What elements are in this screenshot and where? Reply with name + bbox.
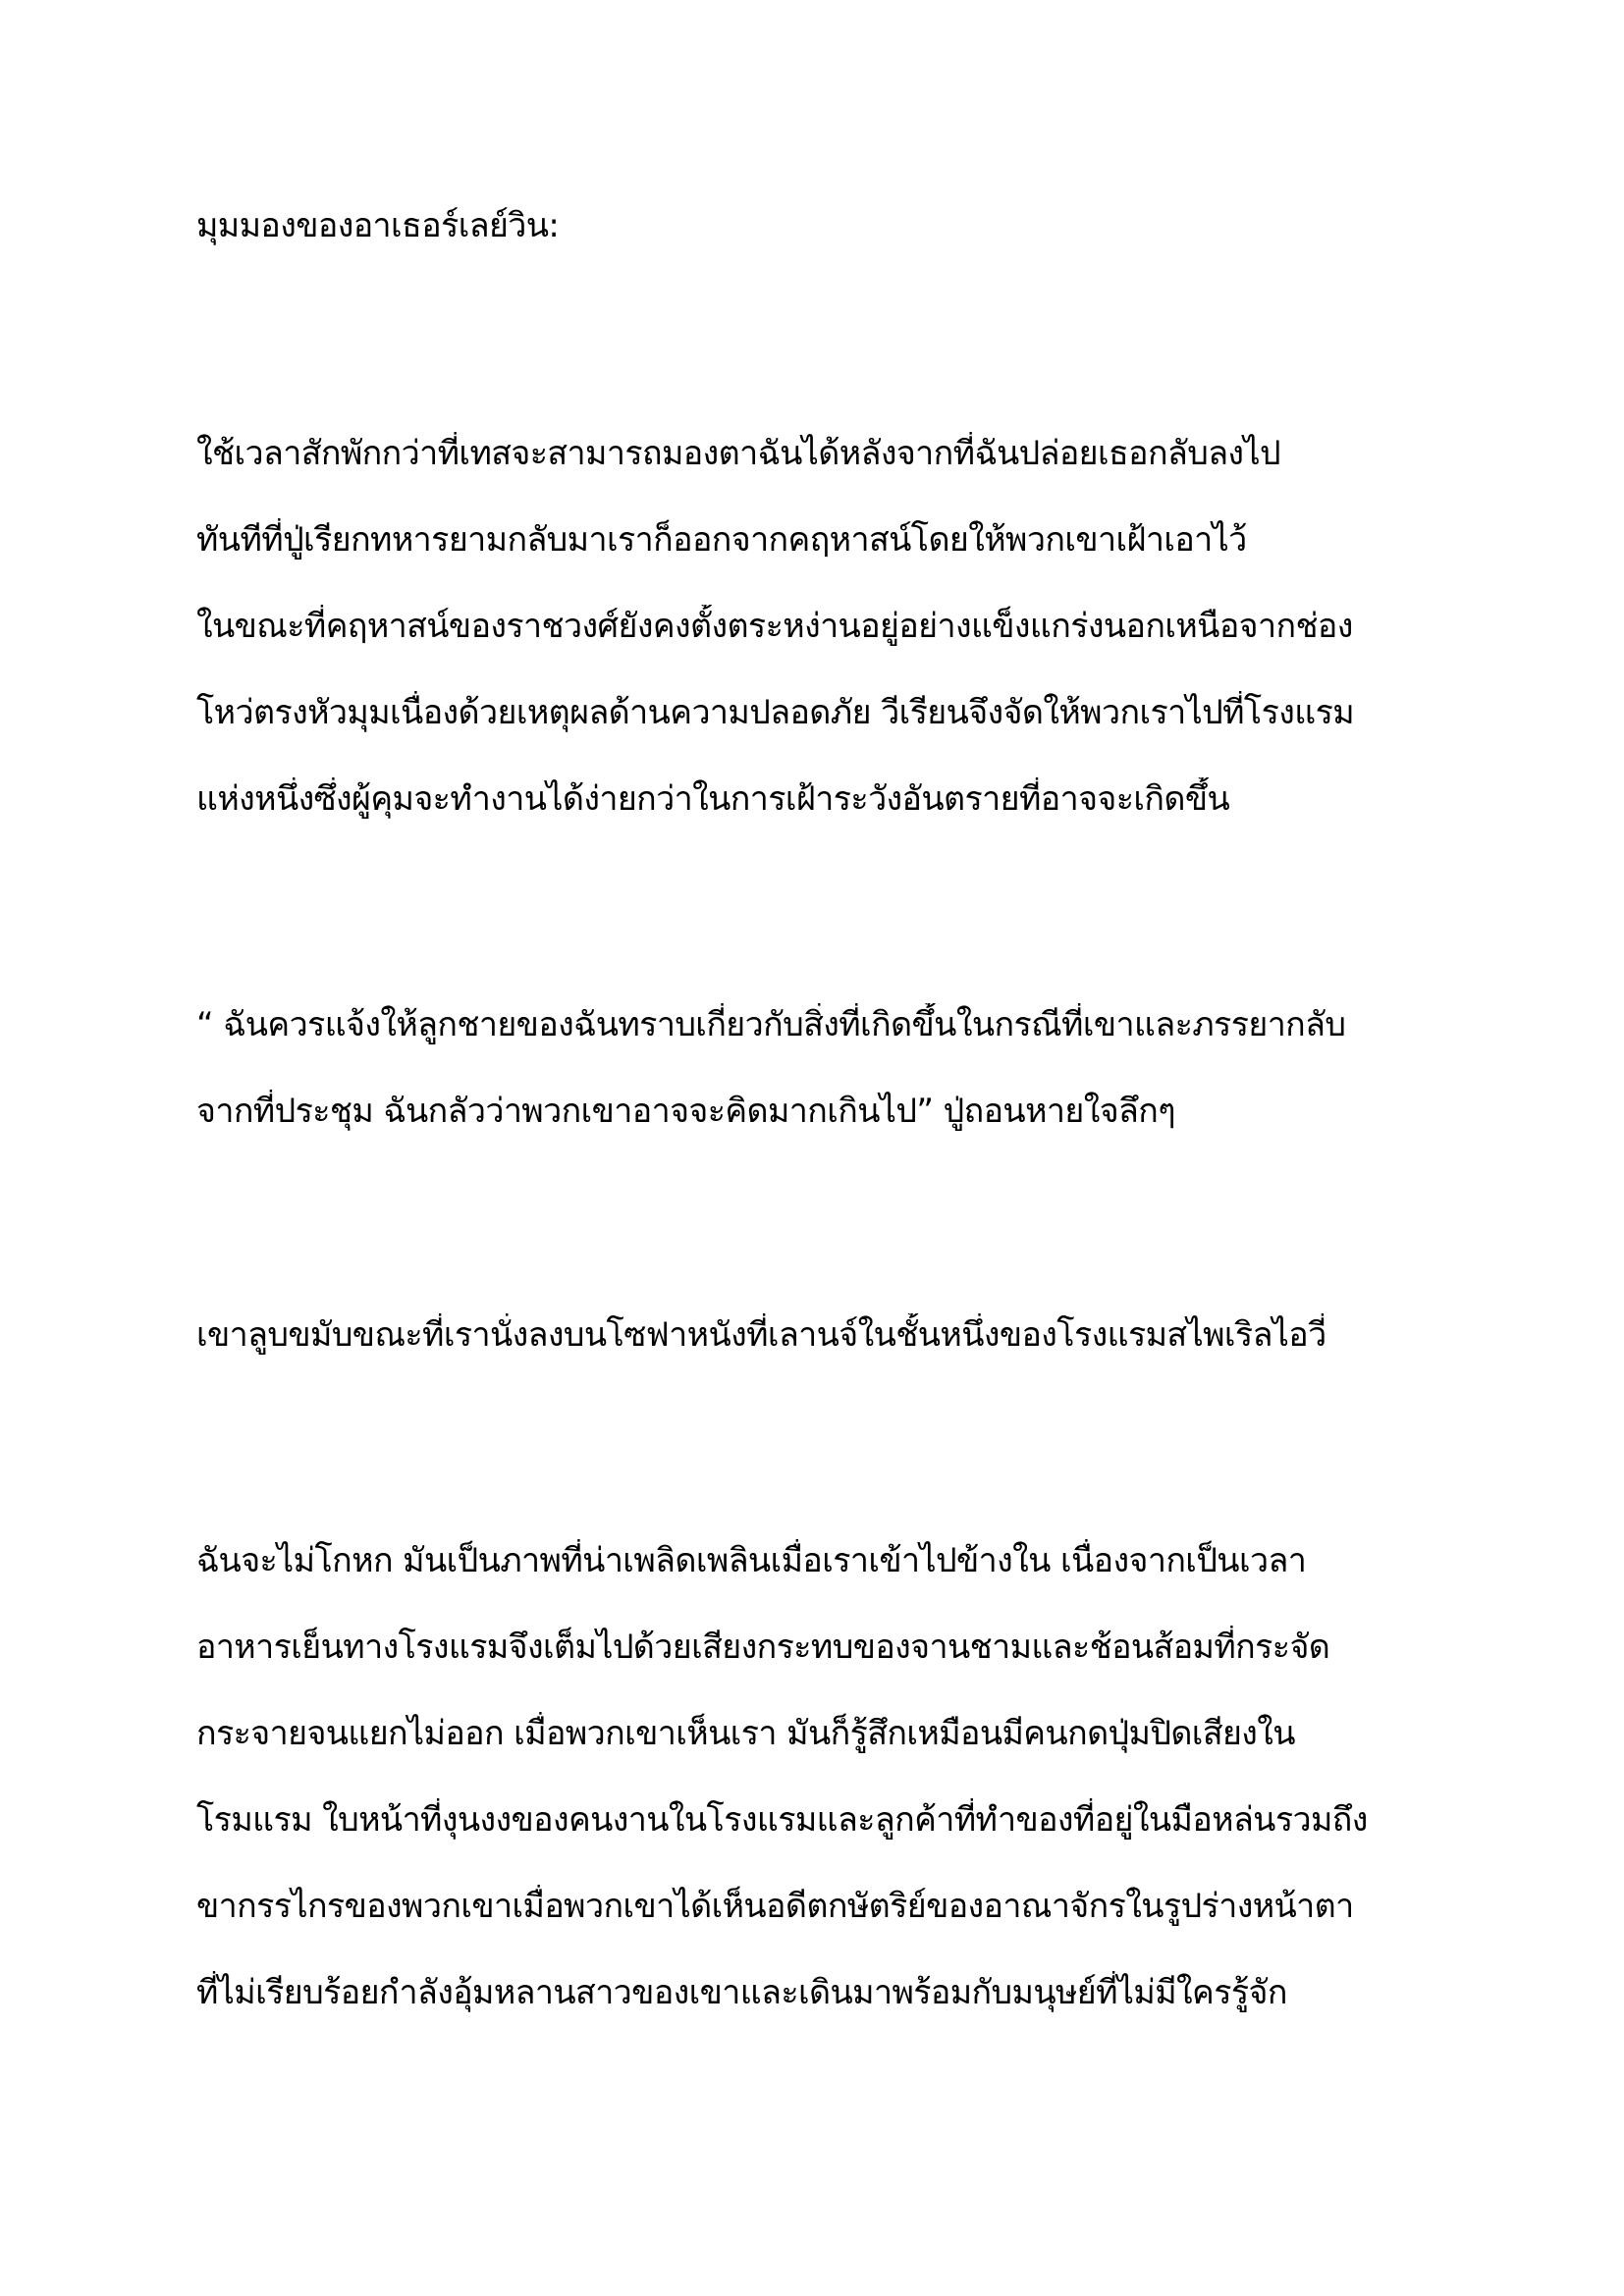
paragraph-4-line-5: ขากรรไกรของพวกเขาเมื่อพวกเขาได้เห็นอดีตกษัตริย์ของอาณาจักรในรูปร่างหน้าตา	[196, 1887, 1354, 1926]
paragraph-2-line-1: “ ฉันควรแจ้งให้ลูกชายของฉันทราบเกี่ยวกับสิ่งที่เกิดขึ้นในกรณีที่เขาและภรรยากลับ	[196, 1005, 1346, 1044]
paragraph-2-line-2: จากที่ประชุม ฉันกลัวว่าพวกเขาอาจจะคิดมากเกินไป” ปู่ถอนหายใจลึกๆ	[196, 1092, 1175, 1131]
paragraph-1-line-5: แห่งหนึ่งซึ่งผู้คุมจะทำงานได้ง่ายกว่าในการเฝ้าระวังอันตรายที่อาจจะเกิดขึ้น	[196, 779, 1230, 819]
paragraph-4-line-2: อาหารเย็นทางโรงแรมจึงเต็มไปด้วยเสียงกระทบของจานชามและช้อนส้อมที่กระจัด	[196, 1628, 1330, 1667]
paragraph-1-line-2: ทันทีที่ปู่เรียกทหารยามกลับมาเราก็ออกจากคฤหาสน์โดยให้พวกเขาเฝ้าเอาไว้	[196, 520, 1247, 560]
paragraph-3-line-1: เขาลูบขมับขณะที่เรานั่งลงบนโซฟาหนังที่เลานจ์ในชั้นหนึ่งของโรงแรมสไพเริลไอวี่	[196, 1315, 1326, 1355]
paragraph-1-line-1: ใช้เวลาสักพักกว่าที่เทสจะสามารถมองตาฉันได้หลังจากที่ฉันปล่อยเธอกลับลงไป	[196, 434, 1280, 473]
paragraph-4-line-1: ฉันจะไม่โกหก มันเป็นภาพที่น่าเพลิดเพลินเมื่อเราเข้าไปข้างใน เนื่องจากเป็นเวลา	[196, 1541, 1307, 1580]
paragraph-4-line-4: โรมแรม ใบหน้าที่งุนงงของคนงานในโรงแรมและลูกค้าที่ทำของที่อยู่ในมือหล่นรวมถึง	[196, 1800, 1368, 1840]
document-heading: มุมมองของอาเธอร์เลย์วิน:	[196, 206, 560, 245]
paragraph-4-line-6: ที่ไม่เรียบร้อยกำลังอุ้มหลานสาวของเขาและเดินมาพร้อมกับมนุษย์ที่ไม่มีใครรู้จัก	[196, 1973, 1287, 2012]
paragraph-1-line-3: ในขณะที่คฤหาสน์ของราชวงศ์ยังคงตั้งตระหง่านอยู่อย่างแข็งแกร่งนอกเหนือจากช่อง	[196, 607, 1353, 646]
paragraph-4-line-3: กระจายจนแยกไม่ออก เมื่อพวกเขาเห็นเรา มันก็รู้สึกเหมือนมีคนกดปุ่มปิดเสียงใน	[196, 1714, 1295, 1753]
paragraph-1-line-4: โหว่ตรงหัวมุมเนื่องด้วยเหตุผลด้านความปลอดภัย วีเรียนจึงจัดให้พวกเราไปที่โรงแรม	[196, 693, 1355, 732]
